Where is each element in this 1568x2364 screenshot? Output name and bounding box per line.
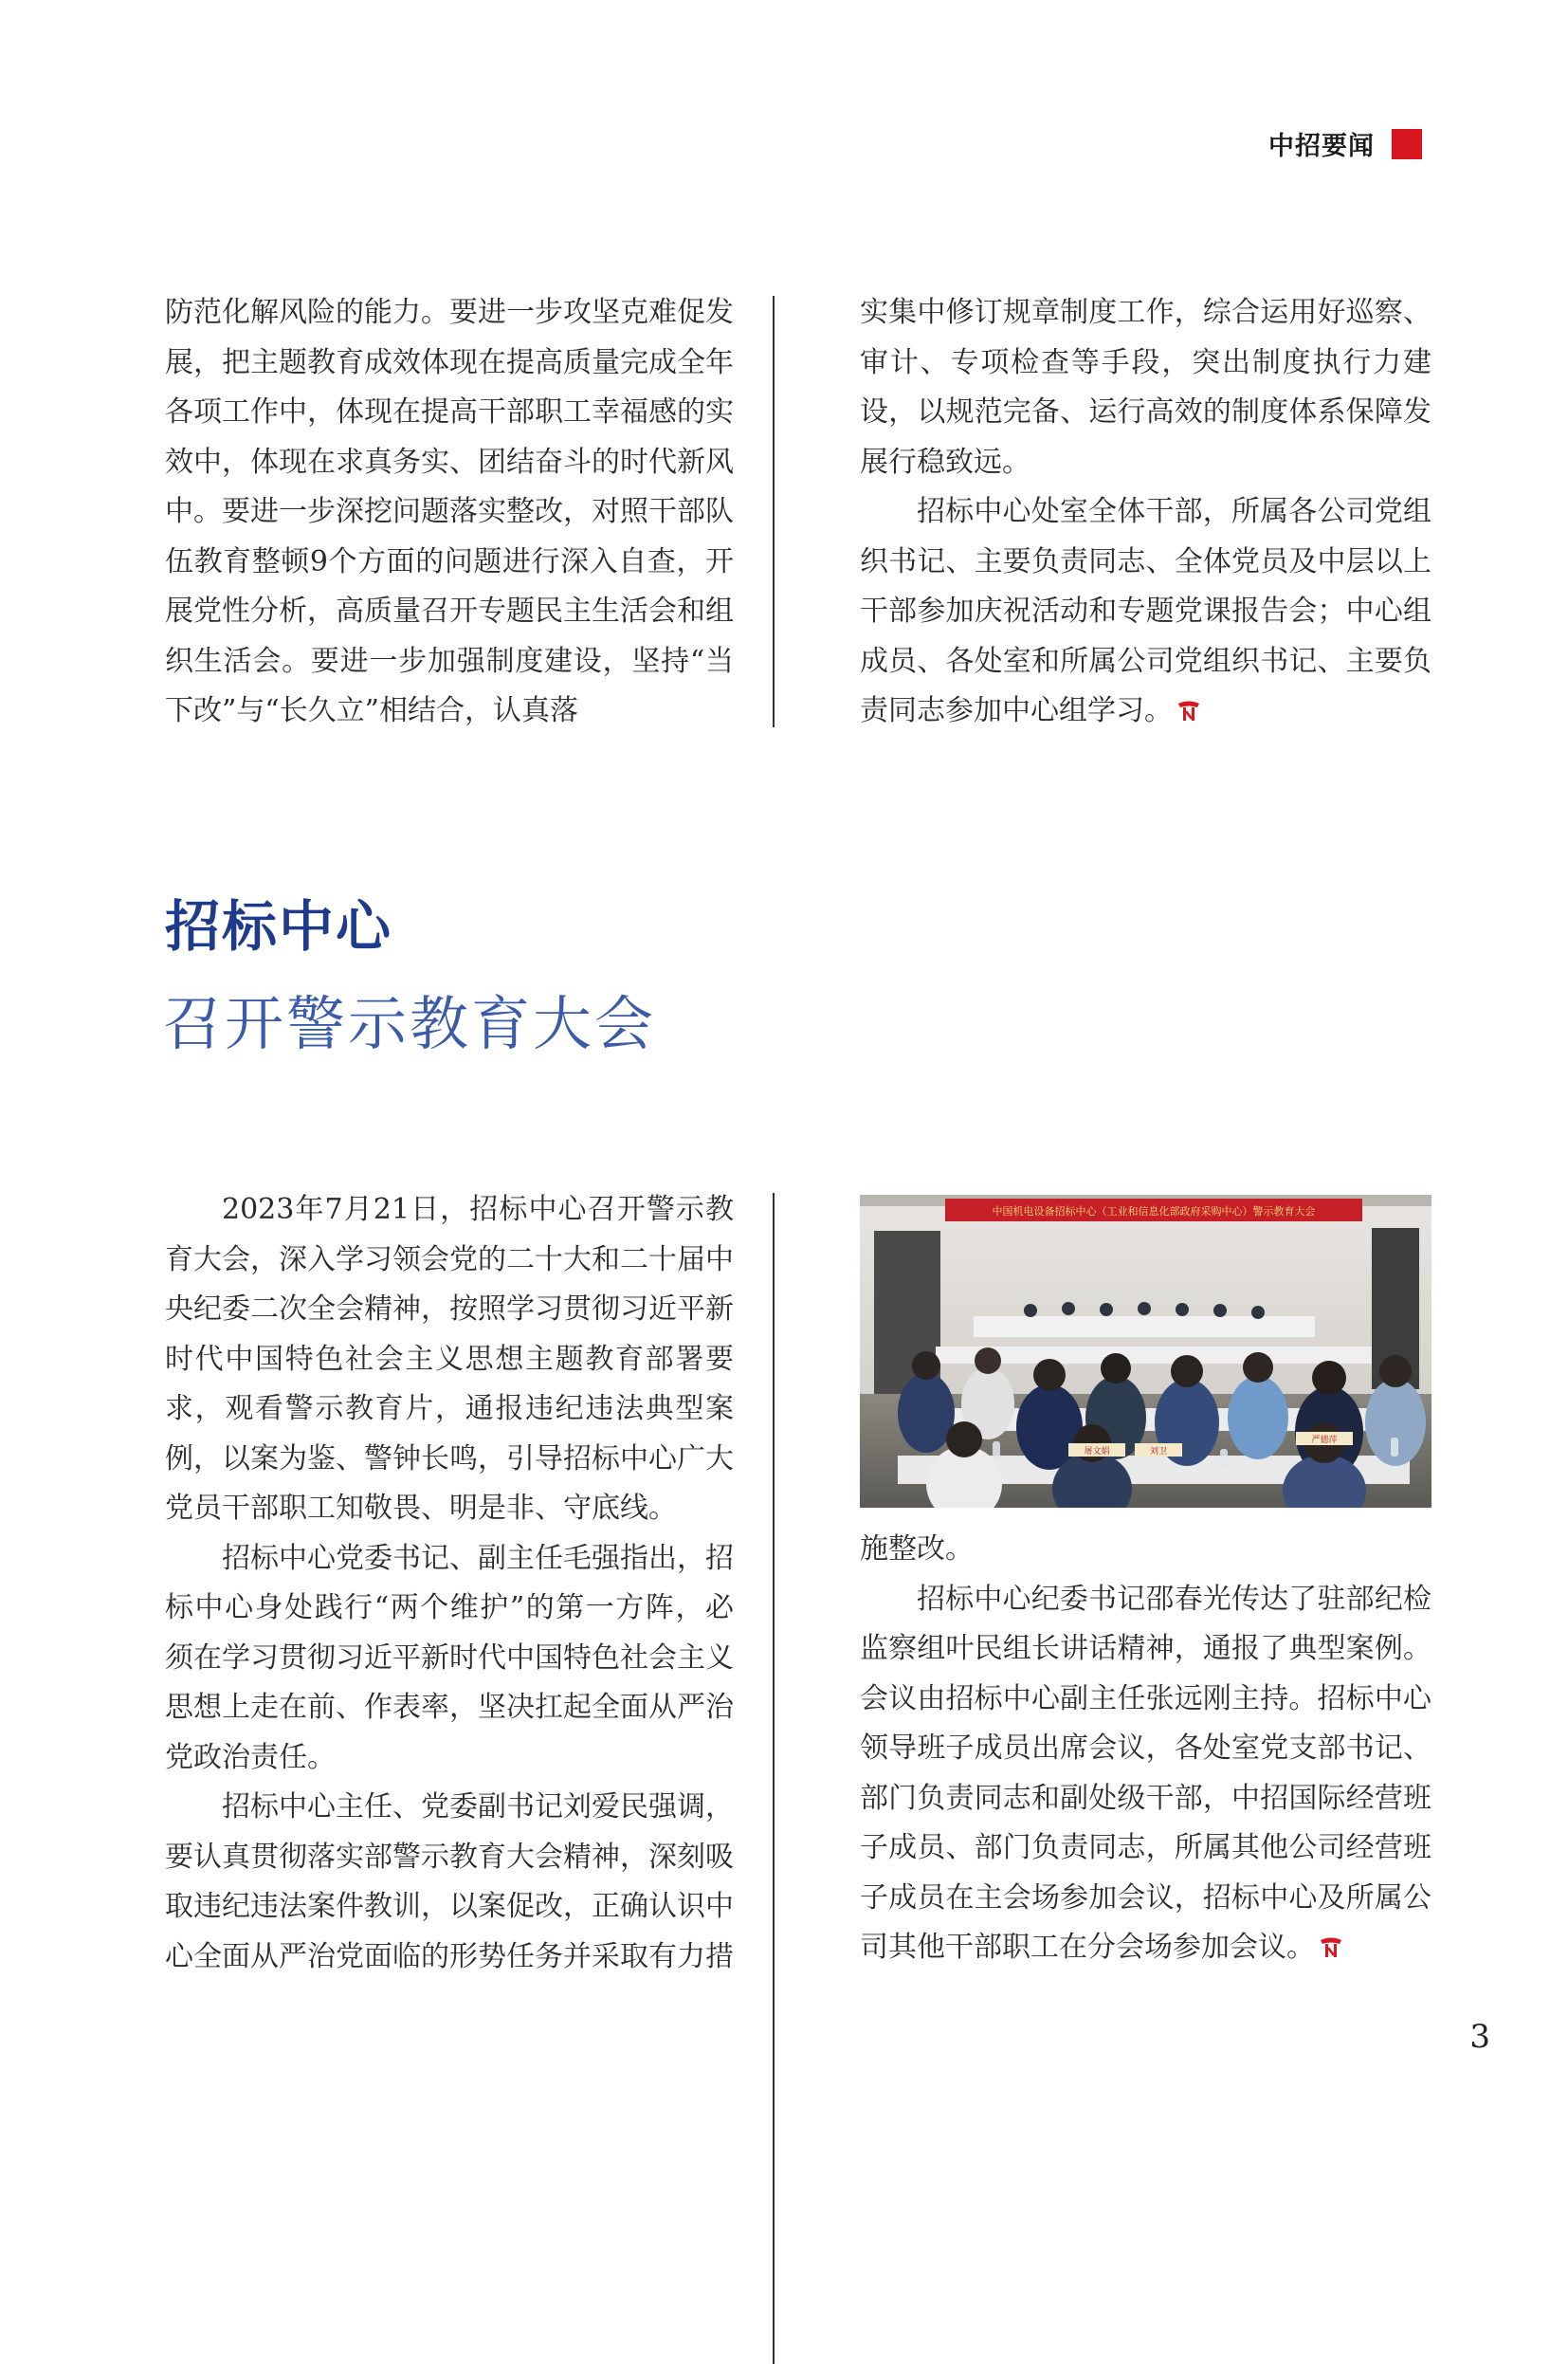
meeting-photo bbox=[860, 1195, 1431, 1508]
top-left-column bbox=[165, 288, 734, 737]
article-paragraph: 2023年7月21日，招标中心召开警示教育大会，深入学习领会党的二十大和二十届中央纪委二次全会精神，按照学习贯彻习近平新时代中国特色社会主义思想主题教育部署要求，观看警示教育片，通报违纪违法典型案例，以案为鉴、警钟长鸣，引导招标中心广大党员干部职工知敬畏、明是非、守底线。 bbox=[165, 1193, 734, 1525]
column-divider-top bbox=[773, 296, 775, 727]
top-right-p2: 招标中心处室全体干部，所属各公司党组织书记、主要负责同志、全体党员及中层以上干部参加庆祝活动和专题党课报告会；中心组成员、各处室和所属公司党组织书记、主要负责同志参加中心组学习。 bbox=[860, 495, 1431, 727]
article-paragraph: 招标中心党委书记、副主任毛强指出，招标中心身处践行“两个维护”的第一方阵，必须在学习贯彻习近平新时代中国特色社会主义思想上走在前、作表率，坚决扛起全面从严治党政治责任。 bbox=[165, 1541, 734, 1774]
article-paragraph: 招标中心主任、党委副书记刘爱民强调，要认真贯彻落实部警示教育大会精神，深刻吸取违纪违法案件教训，以案促改，正确认识中心全面从严治党面临的形势任务并采取有力措 bbox=[165, 1790, 734, 1973]
red-square-icon bbox=[1392, 129, 1422, 159]
meeting-photo-illustration bbox=[860, 1195, 1431, 1508]
page-number: 3 bbox=[1469, 2018, 1490, 2056]
article-continuation: 施整改。 bbox=[860, 1532, 974, 1566]
top-right-p1: 实集中修订规章制度工作，综合运用好巡察、审计、专项检查等手段，突出制度执行力建设，以规范完备、运行高效的制度体系保障发展行稳致远。 bbox=[860, 296, 1431, 479]
emblem-icon bbox=[1176, 700, 1201, 723]
emblem-icon bbox=[1319, 1936, 1343, 1959]
photo-nameplate: 严德萍 bbox=[1311, 1436, 1338, 1445]
article-left-column bbox=[165, 1185, 734, 1982]
photo-banner-text: 中国机电设备招标中心（工业和信息化部政府采购中心）警示教育大会 bbox=[992, 1205, 1316, 1218]
top-left-text: 防范化解风险的能力。要进一步攻坚克难促发展，把主题教育成效体现在提高质量完成全年各项工作中，体现在提高干部职工幸福感的实效中，体现在求真务实、团结奋斗的时代新风中。要进一步深挖问题落实整改，对照干部队伍教育整顿9个方面的问题进行深入自查，开展党性分析，高质量召开专题民主生活会和组织生活会。要进一步加强制度建设，坚持“当下改”与“长久立”相结合，认真落 bbox=[165, 296, 734, 727]
article-title: 招标中心 bbox=[165, 894, 393, 959]
section-label: 中招要闻 bbox=[1268, 132, 1375, 161]
top-right-column bbox=[860, 288, 1431, 737]
photo-nameplate: 屠文娟 bbox=[1084, 1447, 1110, 1457]
photo-nameplate: 刘卫 bbox=[1149, 1447, 1168, 1457]
article-paragraph: 招标中心纪委书记邵春光传达了驻部纪检监察组叶民组长讲话精神，通报了典型案例。会议由招标中心副主任张远刚主持。招标中心领导班子成员出席会议，各处室党支部书记、部门负责同志和副处级干部，中招国际经营班子成员、部门负责同志，所属其他公司经营班子成员在主会场参加会议，招标中心及所属公司其他干部职工在分会场参加会议。 bbox=[860, 1582, 1431, 1964]
article-subtitle: 召开警示教育大会 bbox=[163, 989, 657, 1058]
column-divider-article bbox=[773, 1193, 775, 2364]
article-right-column bbox=[860, 1525, 1431, 1973]
section-tag bbox=[1268, 125, 1422, 162]
